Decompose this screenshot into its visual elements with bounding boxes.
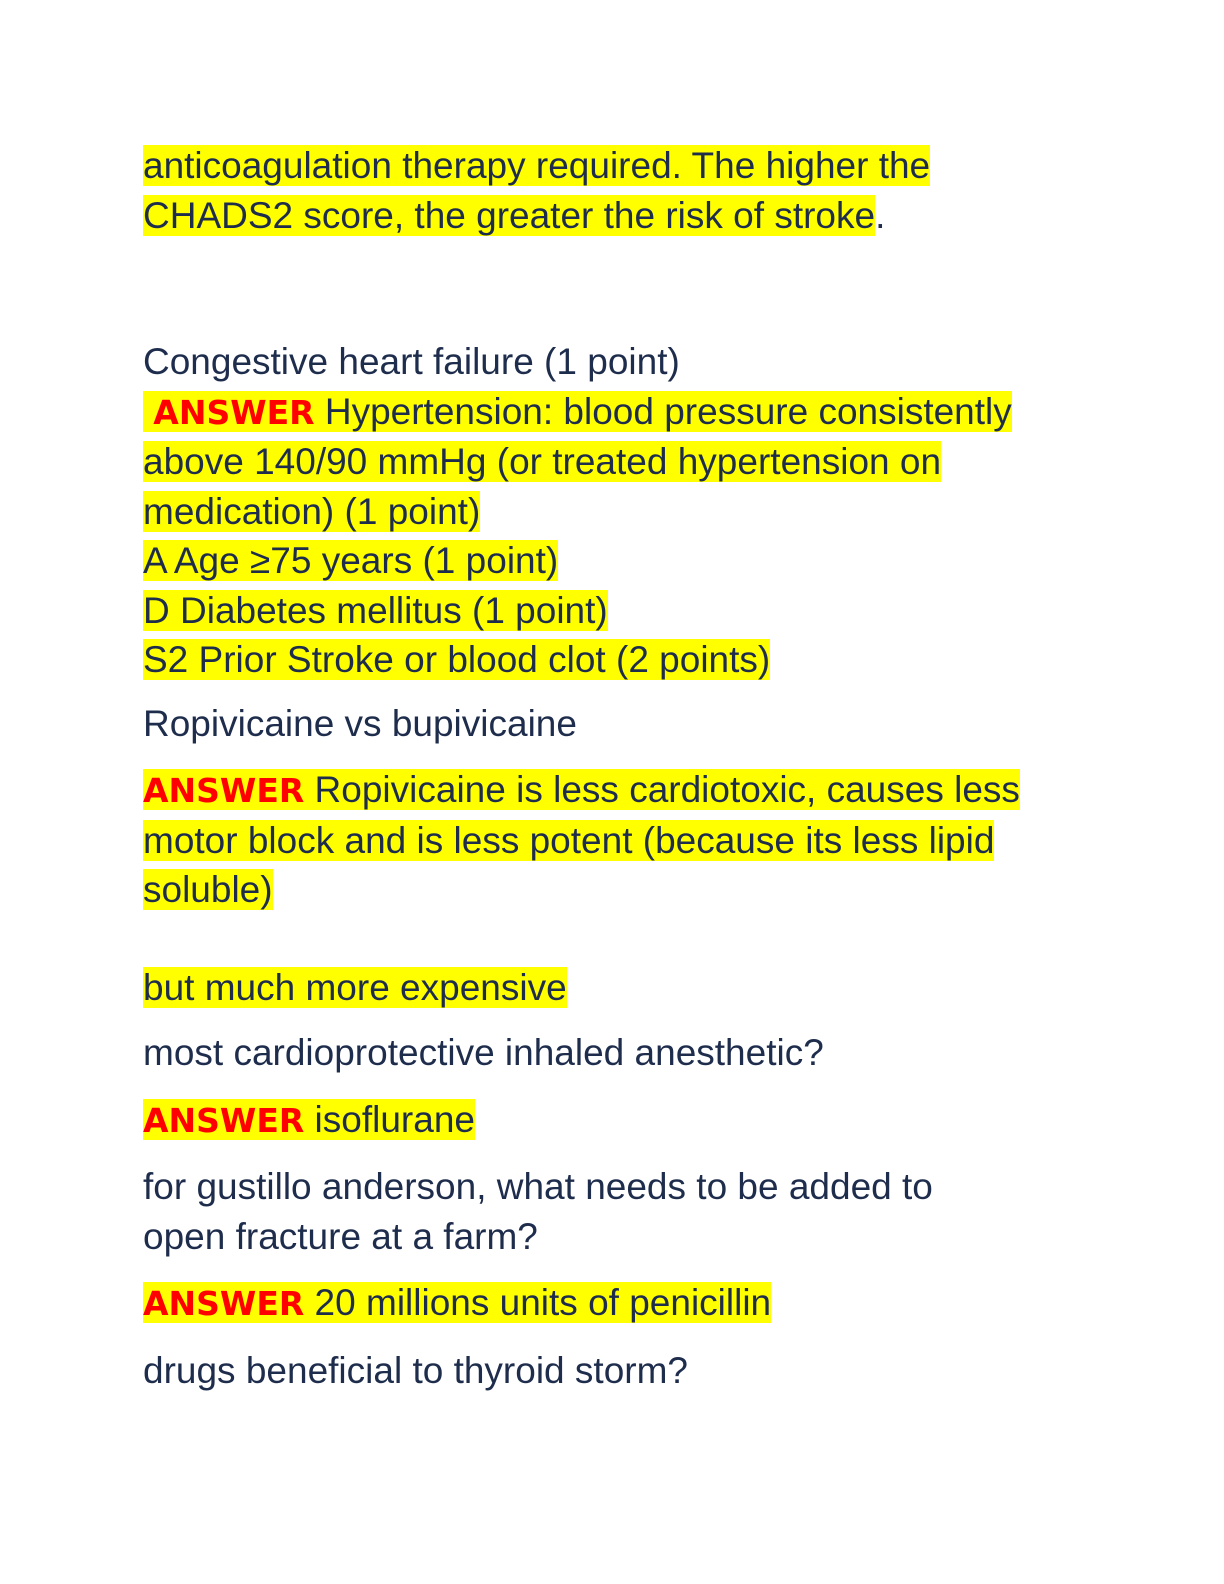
answer-ropivicaine-extra: but much more expensive — [143, 966, 567, 1008]
answer-cardioprotective: ANSWER isoflurane — [143, 1098, 475, 1140]
question-cardioprotective: most cardioprotective inhaled anesthetic? — [143, 1032, 824, 1073]
chads-a-line: A Age ≥75 years (1 point) — [143, 540, 559, 581]
chads-c-line: Congestive heart failure (1 point) — [143, 341, 680, 382]
chads-h-line-1: ANSWER Hypertension: blood pressure consistently — [143, 391, 1012, 432]
chads-h-line-2: above 140/90 mmHg (or treated hypertension on — [143, 441, 942, 482]
answer-label: ANSWER — [143, 771, 305, 810]
chads-s-line: S2 Prior Stroke or blood clot (2 points) — [143, 639, 771, 680]
chads-block — [143, 337, 1083, 685]
answer-label: ANSWER — [143, 1100, 305, 1140]
document-page — [143, 141, 1083, 1395]
question-thyroid-storm: drugs beneficial to thyroid storm? — [143, 1349, 688, 1391]
answer-ropivicaine: ANSWER Ropivicaine is less cardiotoxic, causes less motor block and is less potent (because its less lipid soluble) — [143, 769, 1020, 910]
answer-gustillo: ANSWER 20 millions units of penicillin — [143, 1282, 772, 1323]
intro-line-1: anticoagulation therapy required. The higher the — [143, 145, 931, 186]
intro-period: . — [875, 194, 886, 236]
intro-line-2: CHADS2 score, the greater the risk of stroke — [143, 194, 876, 236]
answer-ropivicaine-line-2: motor block and is less potent (because its less lipid — [143, 819, 995, 861]
answer-ropivicaine-line-3: soluble) — [143, 869, 273, 910]
answer-label: ANSWER — [143, 1284, 305, 1323]
answer-label: ANSWER — [153, 392, 315, 432]
intro-paragraph — [143, 141, 1083, 240]
chads-h-line-3: medication) (1 point) — [143, 490, 481, 532]
chads-d-line: D Diabetes mellitus (1 point) — [143, 589, 608, 631]
question-gustillo: for gustillo anderson, what needs to be added to open fracture at a farm? — [143, 1166, 933, 1257]
question-ropivicaine: Ropivicaine vs bupivicaine — [143, 702, 577, 744]
